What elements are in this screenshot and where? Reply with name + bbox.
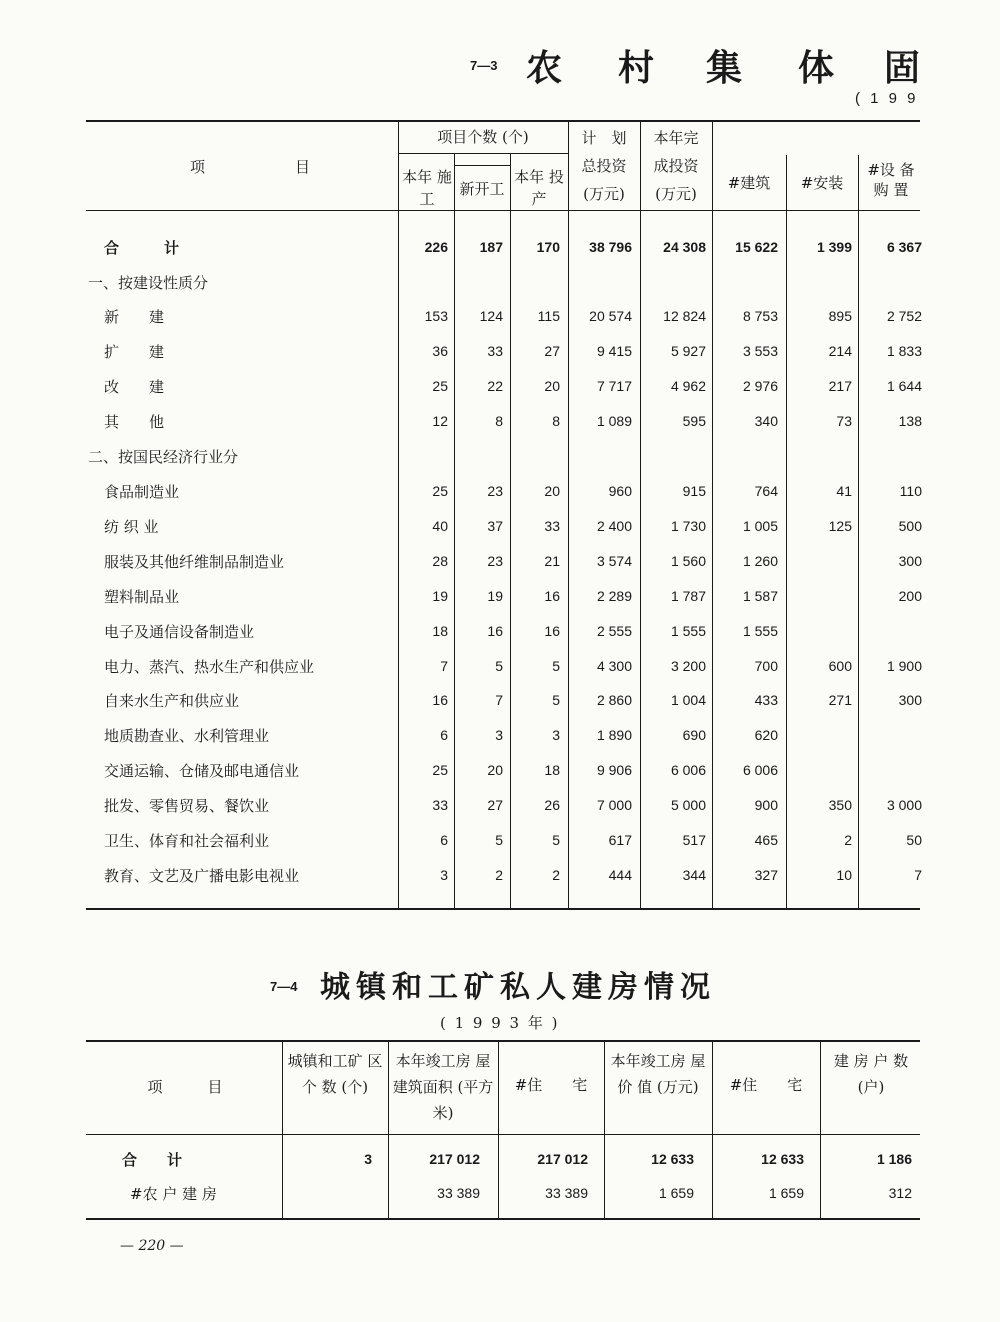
- table1-cell: 25: [432, 483, 448, 499]
- table2-header-c2: 本年竣工房 屋建筑面积 (平方米): [392, 1052, 494, 1122]
- table1-cell: 600: [828, 658, 852, 674]
- table1-cell: 1 260: [742, 553, 778, 569]
- table2-header-c3: #住 宅: [514, 1076, 588, 1094]
- table1-cell: 690: [682, 727, 706, 743]
- table1-row-label: 交通运输、仓储及邮电通信业: [104, 762, 300, 780]
- table1-cell: 350: [828, 797, 852, 813]
- table1-title-char: 农: [526, 47, 564, 89]
- table1-cell: 5: [552, 658, 560, 674]
- table1-cell: 3 000: [886, 797, 922, 813]
- page-number: — 220 —: [120, 1238, 184, 1254]
- table2-header-c6: 建 房 户 数 (户): [833, 1052, 909, 1096]
- table1-cell: 700: [754, 658, 778, 674]
- table1-cell: 138: [898, 413, 922, 429]
- table1-title-char: 集: [706, 47, 744, 89]
- table2-col-rule: [712, 1042, 713, 1218]
- table1-cell: 33: [544, 518, 560, 534]
- table1-title-char: 村: [618, 47, 656, 89]
- table1-cell: 38 796: [589, 239, 632, 255]
- table1-header-c7: #安装: [800, 174, 844, 192]
- table1-number: 7—3: [470, 58, 498, 73]
- table1-header-c8: #设 备 购 置: [867, 161, 915, 199]
- table1-cell: 5: [552, 692, 560, 708]
- table1-cell: 5: [495, 658, 503, 674]
- table2-cell: 1 186: [876, 1151, 912, 1167]
- table1-cell: 764: [754, 483, 778, 499]
- table1-cell: 1 787: [670, 588, 706, 604]
- table1-cell: 27: [487, 797, 503, 813]
- table1-section-label: 一、按建设性质分: [88, 274, 209, 292]
- table1-cell: 2: [552, 867, 560, 883]
- table1-cell: 4 962: [670, 378, 706, 394]
- table1-cell: 517: [682, 832, 706, 848]
- table1-cell: 20: [544, 378, 560, 394]
- table1-cell: 25: [432, 762, 448, 778]
- table1-subtitle: ( 1 9 9: [855, 90, 919, 107]
- table1-cell: 8: [495, 413, 503, 429]
- table1-cell: 217: [828, 378, 852, 394]
- table1-cell: 40: [432, 518, 448, 534]
- table1-title-char: 体: [798, 47, 836, 89]
- table1-cell: 187: [479, 239, 503, 255]
- table1-header: [470, 38, 940, 88]
- table1-cell: 900: [754, 797, 778, 813]
- table1-cell: 1 644: [886, 378, 922, 394]
- table1-cell: 1 890: [596, 727, 632, 743]
- table2-col-rule: [282, 1042, 283, 1218]
- table1-cell: 25: [432, 378, 448, 394]
- table1-cell: 26: [544, 797, 560, 813]
- table1-row-label: 自来水生产和供应业: [104, 692, 240, 710]
- table1-cell: 1 587: [742, 588, 778, 604]
- table1-cell: 617: [608, 832, 632, 848]
- table1-cell: 6 006: [742, 762, 778, 778]
- table1-cell: 1 900: [886, 658, 922, 674]
- table1-header-project-count: 项目个数 (个): [437, 128, 529, 146]
- table1-cell: 214: [828, 343, 852, 359]
- table1-cell: 8: [552, 413, 560, 429]
- table1-cell: 344: [682, 867, 706, 883]
- table1-cell: 115: [537, 308, 560, 324]
- table1-cell: 1 005: [742, 518, 778, 534]
- table2-header-c1: 城镇和工矿 区 个 数 (个): [287, 1052, 383, 1096]
- table1-cell: 125: [828, 518, 852, 534]
- table1-cell: 170: [536, 239, 560, 255]
- table1-cell: 3 553: [742, 343, 778, 359]
- table1-cell: 3 200: [670, 658, 706, 674]
- table1-cell: 2 555: [596, 623, 632, 639]
- table1-cell: 200: [898, 588, 922, 604]
- table1-cell: 28: [432, 553, 448, 569]
- table1-header-c5: 本年完 成投资 (万元): [653, 129, 699, 203]
- table1-cell: 33: [432, 797, 448, 813]
- table1-subheader-rule: [398, 153, 568, 154]
- table1-cell: 7: [495, 692, 503, 708]
- table1-cell: 50: [906, 832, 922, 848]
- table1-cell: 37: [487, 518, 503, 534]
- table1-cell: 2: [844, 832, 852, 848]
- table2-header-c4: 本年竣工房 屋 价 值 (万元): [610, 1052, 706, 1096]
- table1-cell: 15 622: [735, 239, 778, 255]
- table1-cell: 19: [432, 588, 448, 604]
- table1-header-item: 项 目: [189, 158, 310, 176]
- table1-cell: 300: [898, 553, 922, 569]
- table1-subheader-rule: [454, 165, 510, 166]
- table1-cell: 5: [495, 832, 503, 848]
- table1-cell: 9 415: [596, 343, 632, 359]
- table1-cell: 18: [544, 762, 560, 778]
- table1-section-label: 二、按国民经济行业分: [88, 448, 239, 466]
- table1-cell: 895: [828, 308, 852, 324]
- table1-cell: 1 730: [670, 518, 706, 534]
- table1-title-char: 固: [884, 47, 922, 89]
- table1-cell: 2: [495, 867, 503, 883]
- table1-cell: 6: [440, 832, 448, 848]
- table1-cell: 1 004: [670, 692, 706, 708]
- table1-cell: 41: [836, 483, 852, 499]
- table1-cell: 1 089: [596, 413, 632, 429]
- table1-row-label: 卫生、体育和社会福利业: [104, 832, 270, 850]
- table1-cell: 620: [754, 727, 778, 743]
- table1-row-label: 新 建: [104, 308, 165, 326]
- table1-row-label: 教育、文艺及广播电影电视业: [104, 867, 300, 885]
- table1-cell: 271: [828, 692, 852, 708]
- table1-cell: 6: [440, 727, 448, 743]
- table2-cell: 12 633: [651, 1151, 694, 1167]
- table1-row-label: 地质勘查业、水利管理业: [104, 727, 270, 745]
- table1-cell: 7 000: [596, 797, 632, 813]
- table2-col-rule: [388, 1042, 389, 1218]
- table2-cell: 1 659: [658, 1185, 694, 1201]
- table1-cell: 124: [479, 308, 503, 324]
- table1-cell: 16: [544, 588, 560, 604]
- table1-cell: 19: [487, 588, 503, 604]
- table1-cell: 110: [899, 483, 922, 499]
- table2-header-item: 项 目: [147, 1078, 223, 1096]
- table1-cell: 36: [432, 343, 448, 359]
- table2-cell: 3: [364, 1151, 372, 1167]
- table1-cell: 7: [440, 658, 448, 674]
- table1-header-c4: 计 划 总投资 (万元): [581, 129, 627, 203]
- table1-cell: 2 400: [596, 518, 632, 534]
- table2-cell: 217 012: [429, 1151, 480, 1167]
- table1-row-label: 其 他: [104, 413, 165, 431]
- table1-cell: 6 006: [670, 762, 706, 778]
- table1-cell: 2 752: [886, 308, 922, 324]
- table1-cell: 1 399: [816, 239, 852, 255]
- table1-bottom-rule: [86, 908, 920, 910]
- table1-cell: 300: [898, 692, 922, 708]
- table2-top-rule: [86, 1040, 920, 1042]
- table1-cell: 340: [754, 413, 778, 429]
- table2-header-c5: #住 宅: [729, 1076, 803, 1094]
- table1-cell: 5: [552, 832, 560, 848]
- table1-cell: 6 367: [886, 239, 922, 255]
- table1-cell: 23: [487, 553, 503, 569]
- table1-cell: 9 906: [596, 762, 632, 778]
- table1-cell: 2 860: [596, 692, 632, 708]
- table1-row-label: 电力、蒸汽、热水生产和供应业: [104, 658, 315, 676]
- table1-cell: 12 824: [663, 308, 706, 324]
- table1-row-label: 扩 建: [104, 343, 165, 361]
- table2-total-label: 合 计: [122, 1151, 183, 1169]
- table1-cell: 12: [432, 413, 448, 429]
- table1-top-rule: [86, 120, 920, 122]
- table1-cell: 20: [487, 762, 503, 778]
- table1-cell: 22: [487, 378, 503, 394]
- table1-cell: 8 753: [742, 308, 778, 324]
- table1-cell: 5 000: [670, 797, 706, 813]
- table2-row-label: #农 户 建 房: [130, 1185, 217, 1203]
- table1-header-c6: #建筑: [727, 174, 771, 192]
- table1-cell: 3: [440, 867, 448, 883]
- table1-cell: 1 555: [742, 623, 778, 639]
- table1-header-c2: 新开工: [459, 180, 505, 198]
- table1-row-label: 电子及通信设备制造业: [104, 623, 255, 641]
- table1-cell: 4 300: [596, 658, 632, 674]
- table2-cell: 33 389: [437, 1185, 480, 1201]
- table1-cell: 433: [754, 692, 778, 708]
- table2-cell: 217 012: [537, 1151, 588, 1167]
- table1-cell: 465: [754, 832, 778, 848]
- table1-cell: 16: [432, 692, 448, 708]
- table2-title: 城镇和工矿私人建房情况: [320, 970, 716, 1005]
- table1-cell: 1 833: [886, 343, 922, 359]
- table1-cell: 595: [682, 413, 706, 429]
- table1-cell: 7: [914, 867, 922, 883]
- table1-cell: 2 289: [596, 588, 632, 604]
- table1-row-label: 改 建: [104, 378, 165, 396]
- table1-cell: 3: [495, 727, 503, 743]
- table2-cell: 12 633: [761, 1151, 804, 1167]
- table2-header-rule: [86, 1134, 920, 1135]
- table1-cell: 444: [608, 867, 632, 883]
- table1-cell: 1 555: [670, 623, 706, 639]
- table2-cell: 33 389: [545, 1185, 588, 1201]
- table1-cell: 16: [544, 623, 560, 639]
- table1-cell: 20: [544, 483, 560, 499]
- table1-cell: 1 560: [670, 553, 706, 569]
- table1-cell: 18: [432, 623, 448, 639]
- table1-row-label: 服装及其他纤维制品制造业: [104, 553, 285, 571]
- table1-cell: 3: [552, 727, 560, 743]
- table1-cell: 10: [836, 867, 852, 883]
- table1-cell: 16: [487, 623, 503, 639]
- table1-row-label: 塑料制品业: [104, 588, 180, 606]
- table1-cell: 960: [608, 483, 632, 499]
- table1-cell: 27: [544, 343, 560, 359]
- table2-cell: 312: [888, 1185, 912, 1201]
- table1-cell: 226: [424, 239, 448, 255]
- table1-cell: 3 574: [596, 553, 632, 569]
- table2-cell: 1 659: [768, 1185, 804, 1201]
- table1-row-label: 批发、零售贸易、餐饮业: [104, 797, 270, 815]
- table1-cell: 500: [898, 518, 922, 534]
- table2-col-rule: [820, 1042, 821, 1218]
- table1-cell: 2 976: [742, 378, 778, 394]
- table1-cell: 20 574: [589, 308, 632, 324]
- table1-row-label: 纺 织 业: [104, 518, 159, 536]
- table1-cell: 33: [487, 343, 503, 359]
- table1-cell: 23: [487, 483, 503, 499]
- table1-cell: 327: [754, 867, 778, 883]
- table1-total-label: 合 计: [104, 239, 180, 257]
- table1-header-rule: [86, 210, 920, 211]
- table1-cell: 153: [424, 308, 448, 324]
- table1-cell: 915: [682, 483, 706, 499]
- table1-cell: 73: [836, 413, 852, 429]
- table1-row-label: 食品制造业: [104, 483, 180, 501]
- table1-cell: 5 927: [670, 343, 706, 359]
- table1-header-c3: 本年 投产: [514, 168, 564, 208]
- table1-header-c1: 本年 施工: [402, 168, 452, 208]
- table1-cell: 21: [544, 553, 560, 569]
- table2-bottom-rule: [86, 1218, 920, 1220]
- table2-year: ( 1 9 9 3 年 ): [440, 1014, 560, 1032]
- table1-cell: 24 308: [663, 239, 706, 255]
- table2-number: 7—4: [270, 979, 298, 994]
- table1-cell: 7 717: [596, 378, 632, 394]
